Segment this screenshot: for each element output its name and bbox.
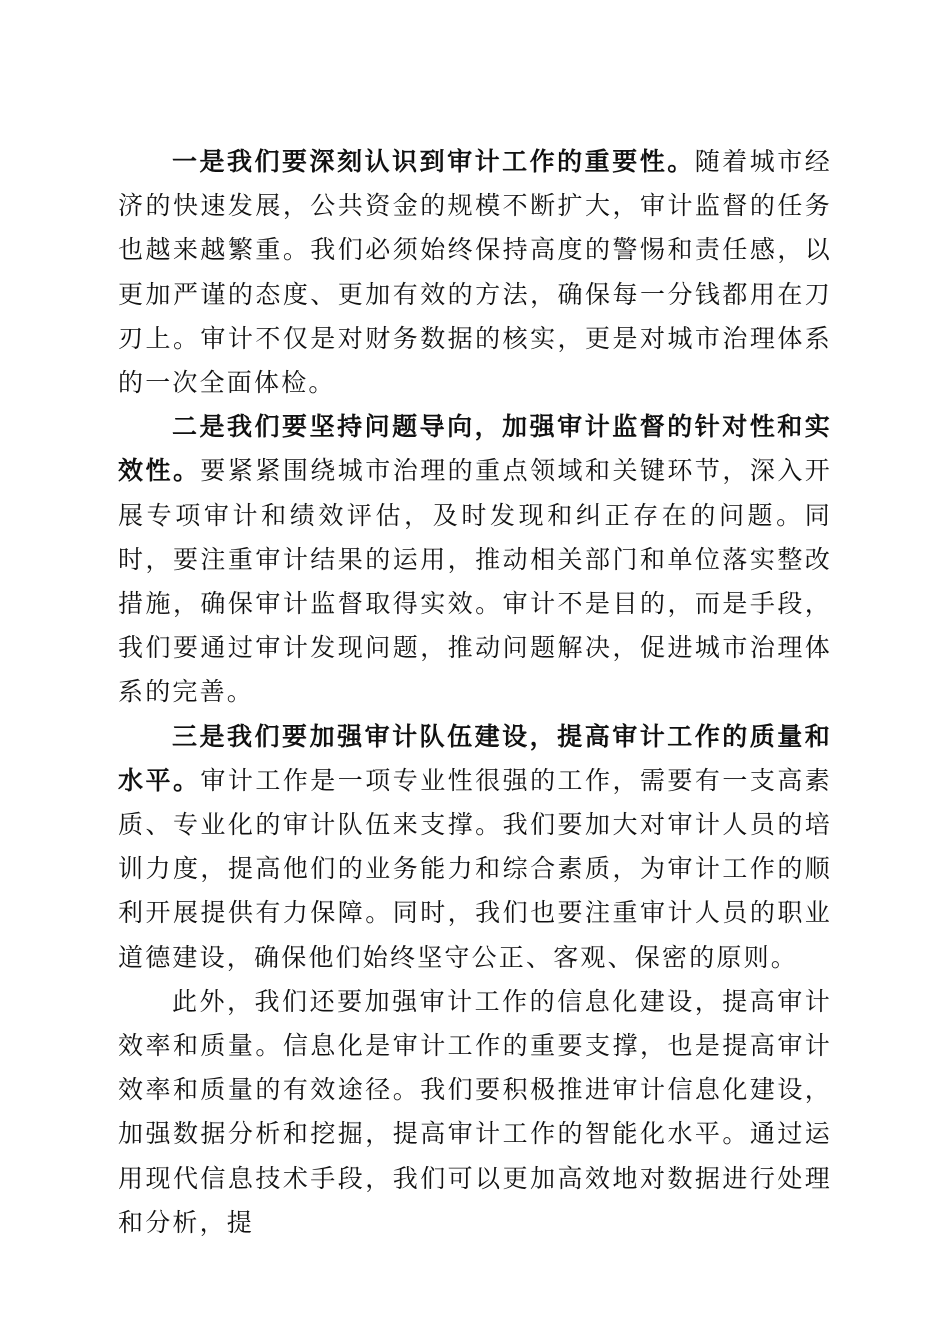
paragraph-2-body: 要紧紧围绕城市治理的重点领域和关键环节，深入开展专项审计和绩效评估，及时发现和纠正存在的问题。同时，要注重审计结果的运用，推动相关部门和单位落实整改措施，确保审计监督取得实效。审计不是目的，而是手段，我们要通过审计发现问题，推动问题解决，促进城市治理体系的完善。 (118, 456, 832, 707)
paragraph-4 (118, 980, 832, 1245)
paragraph-3 (118, 715, 832, 980)
paragraph-3-lead: 三是我们要加强审计队伍建设，提高审计工作的质量和水平。 (118, 721, 832, 795)
paragraph-3-body: 审计工作是一项专业性很强的工作，需要有一支高素质、专业化的审计队伍来支撑。我们要加大对审计人员的培训力度，提高他们的业务能力和综合素质，为审计工作的顺利开展提供有力保障。同时，我们也要注重审计人员的职业道德建设，确保他们始终坚守公正、客观、保密的原则。 (118, 765, 832, 972)
document-body (118, 140, 832, 1245)
paragraph-2 (118, 405, 832, 714)
paragraph-1 (118, 140, 832, 405)
paragraph-1-lead: 一是我们要深刻认识到审计工作的重要性。 (172, 147, 695, 176)
paragraph-4-body: 此外，我们还要加强审计工作的信息化建设，提高审计效率和质量。信息化是审计工作的重要支撑，也是提高审计效率和质量的有效途径。我们要积极推进审计信息化建设，加强数据分析和挖掘，提高审计工作的智能化水平。通过运用现代信息技术手段，我们可以更加高效地对数据进行处理和分析，提 (118, 986, 832, 1237)
paragraph-1-body: 随着城市经济的快速发展，公共资金的规模不断扩大，审计监督的任务也越来越繁重。我们必须始终保持高度的警惕和责任感，以更加严谨的态度、更加有效的方法，确保每一分钱都用在刀刃上。审计不仅是对财务数据的核实，更是对城市治理体系的一次全面体检。 (118, 147, 832, 398)
paragraph-2-lead: 二是我们要坚持问题导向，加强审计监督的针对性和实效性。 (118, 412, 832, 486)
